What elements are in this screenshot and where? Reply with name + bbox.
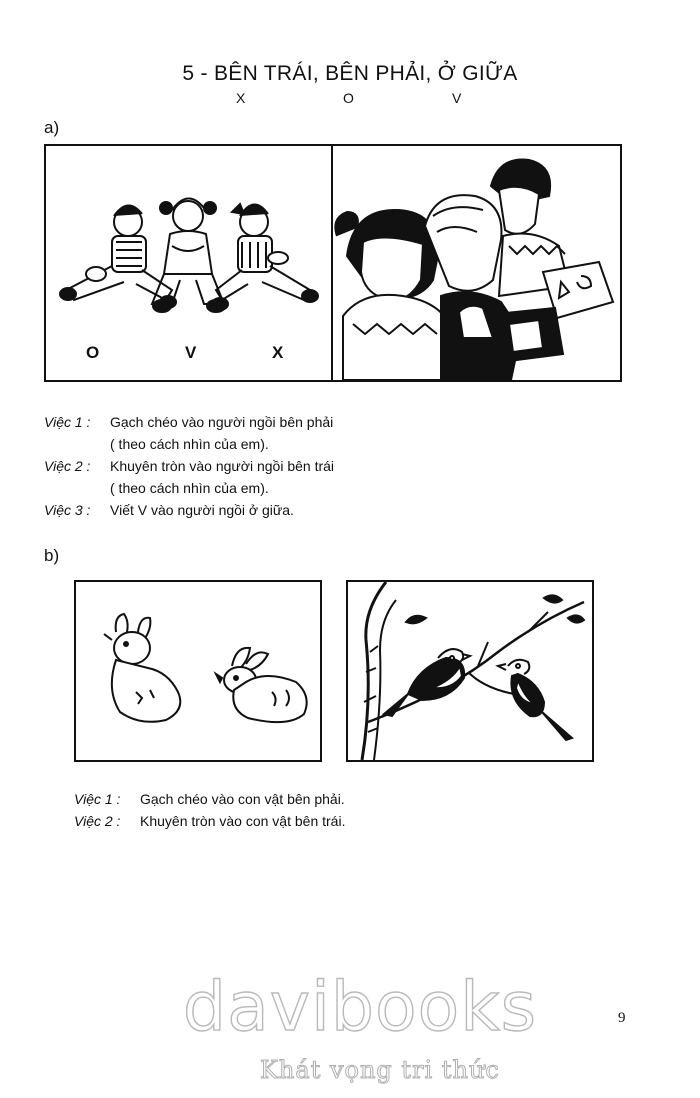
rabbits-picture-frame	[74, 580, 322, 762]
task-label: Việc 2 :	[44, 458, 91, 474]
task-note: ( theo cách nhìn của em).	[110, 480, 269, 496]
task-label: Việc 1 :	[44, 414, 91, 430]
symbol-v: V	[452, 90, 462, 106]
page-number: 9	[618, 1010, 626, 1026]
symbol-x: X	[236, 90, 246, 106]
task-label: Việc 3 :	[44, 502, 91, 518]
task-item	[74, 810, 594, 832]
watermark-slogan: Khát vọng tri thức	[260, 1056, 500, 1084]
birds-picture-frame	[346, 580, 594, 762]
symbol-o: O	[343, 90, 354, 106]
rabbits-illustration	[76, 582, 320, 760]
task-label: Việc 2 :	[74, 813, 121, 829]
section-b-tasks	[74, 788, 594, 832]
task-item	[44, 455, 564, 477]
mark-o: O	[86, 343, 100, 362]
task-label: Việc 1 :	[74, 791, 121, 807]
section-a-picture-frame	[44, 144, 622, 382]
watermark-brand: davibooks	[182, 968, 538, 1047]
task-item	[44, 411, 564, 433]
task-text: Gạch chéo vào con vật bên phải.	[140, 791, 345, 807]
task-text: Khuyên tròn vào người ngồi bên trái	[110, 458, 335, 474]
page-title: 5 - BÊN TRÁI, BÊN PHẢI, Ở GIỮA	[182, 62, 518, 85]
task-text: Viết V vào người ngồi ở giữa.	[110, 502, 294, 518]
mark-v: V	[185, 343, 197, 362]
children-drawing-illustration	[333, 146, 618, 380]
task-item	[74, 788, 594, 810]
section-a-tasks	[44, 411, 564, 521]
section-b-label: b)	[44, 546, 60, 565]
task-item	[44, 499, 564, 521]
mark-x: X	[272, 343, 284, 362]
task-note: ( theo cách nhìn của em).	[110, 436, 269, 452]
task-text: Khuyên tròn vào con vật bên trái.	[140, 813, 346, 829]
task-text: Gạch chéo vào người ngồi bên phải	[110, 414, 334, 430]
section-a-label: a)	[44, 118, 60, 137]
birds-on-branch-illustration	[348, 582, 592, 760]
